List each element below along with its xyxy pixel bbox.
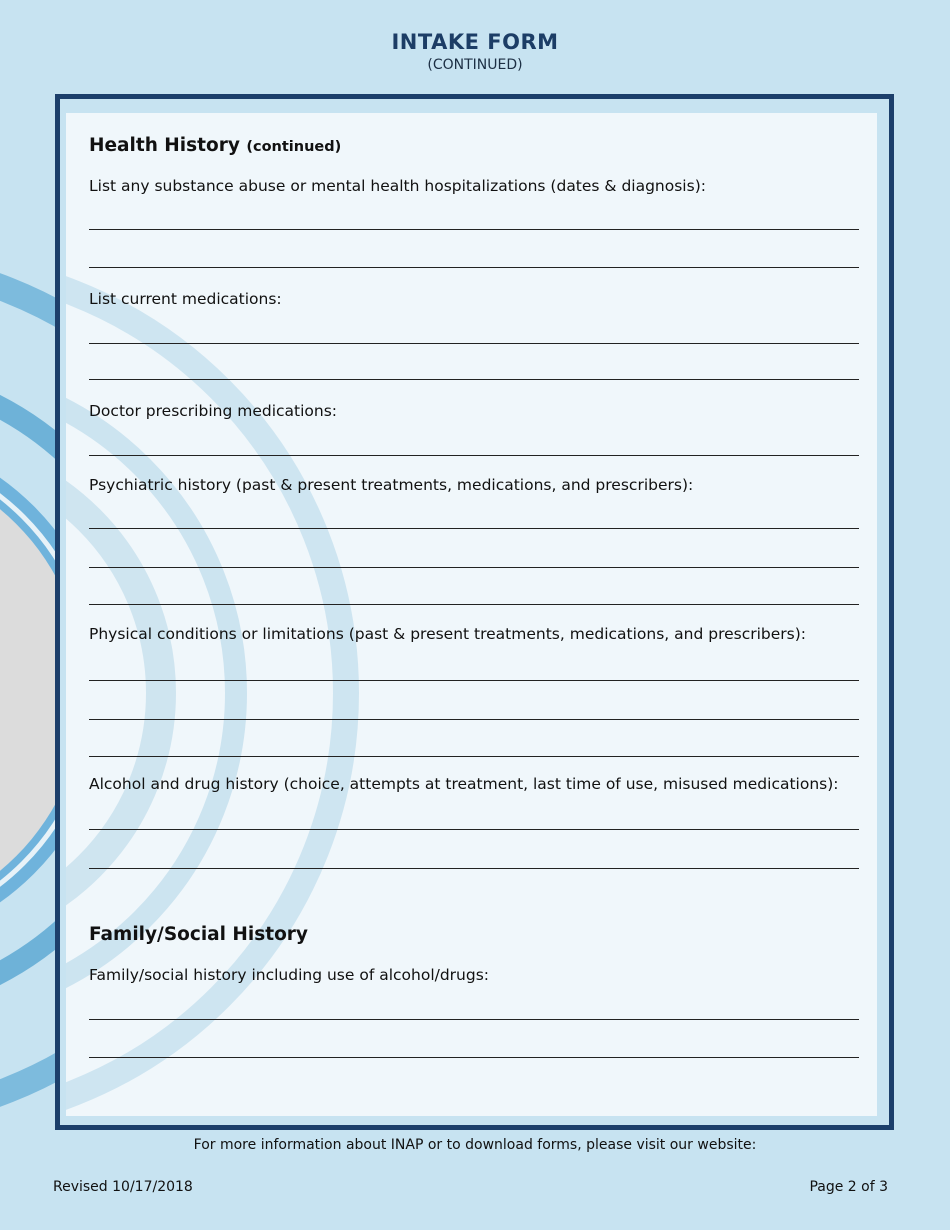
health-history-suffix: (continued) [246,139,342,155]
form-panel [55,94,894,1130]
prescribing-doctor-label: Doctor prescribing medications: [89,402,338,420]
hospitalizations-line-2[interactable] [89,267,859,268]
psychiatric-history-line-3[interactable] [89,604,859,605]
medications-label: List current medications: [89,290,282,308]
alcohol-drug-history-label: Alcohol and drug history (choice, attempts at treatment, last time of use, misused medications): [89,775,839,793]
medications-line-2[interactable] [89,379,859,380]
form-subtitle: (CONTINUED) [427,57,523,73]
physical-conditions-line-2[interactable] [89,719,859,720]
psychiatric-history-label: Psychiatric history (past & present treatments, medications, and prescribers): [89,476,694,494]
psychiatric-history-line-2[interactable] [89,567,859,568]
family-social-heading: Family/Social History [89,924,308,945]
medications-line-1[interactable] [89,343,859,344]
form-panel-inner [66,113,877,1116]
health-history-heading [89,135,341,156]
prescribing-doctor-line[interactable] [89,455,859,456]
family-social-line-2[interactable] [89,1057,859,1058]
revision-date: Revised 10/17/2018 [53,1179,193,1195]
form-title: INTAKE FORM [391,30,559,54]
health-history-title: Health History [89,135,240,156]
hospitalizations-label: List any substance abuse or mental health hospitalizations (dates & diagnosis): [89,177,706,195]
physical-conditions-label: Physical conditions or limitations (past & present treatments, medications, and prescribers): [89,625,807,643]
family-social-line-1[interactable] [89,1019,859,1020]
website-note: For more information about INAP or to download forms, please visit our website: [193,1137,757,1153]
family-social-label: Family/social history including use of alcohol/drugs: [89,966,490,984]
alcohol-drug-history-line-2[interactable] [89,868,859,869]
hospitalizations-line-1[interactable] [89,229,859,230]
physical-conditions-line-1[interactable] [89,680,859,681]
page-number: Page 2 of 3 [809,1179,888,1195]
form-header [0,30,950,73]
psychiatric-history-line-1[interactable] [89,528,859,529]
alcohol-drug-history-line-1[interactable] [89,829,859,830]
physical-conditions-line-3[interactable] [89,756,859,757]
